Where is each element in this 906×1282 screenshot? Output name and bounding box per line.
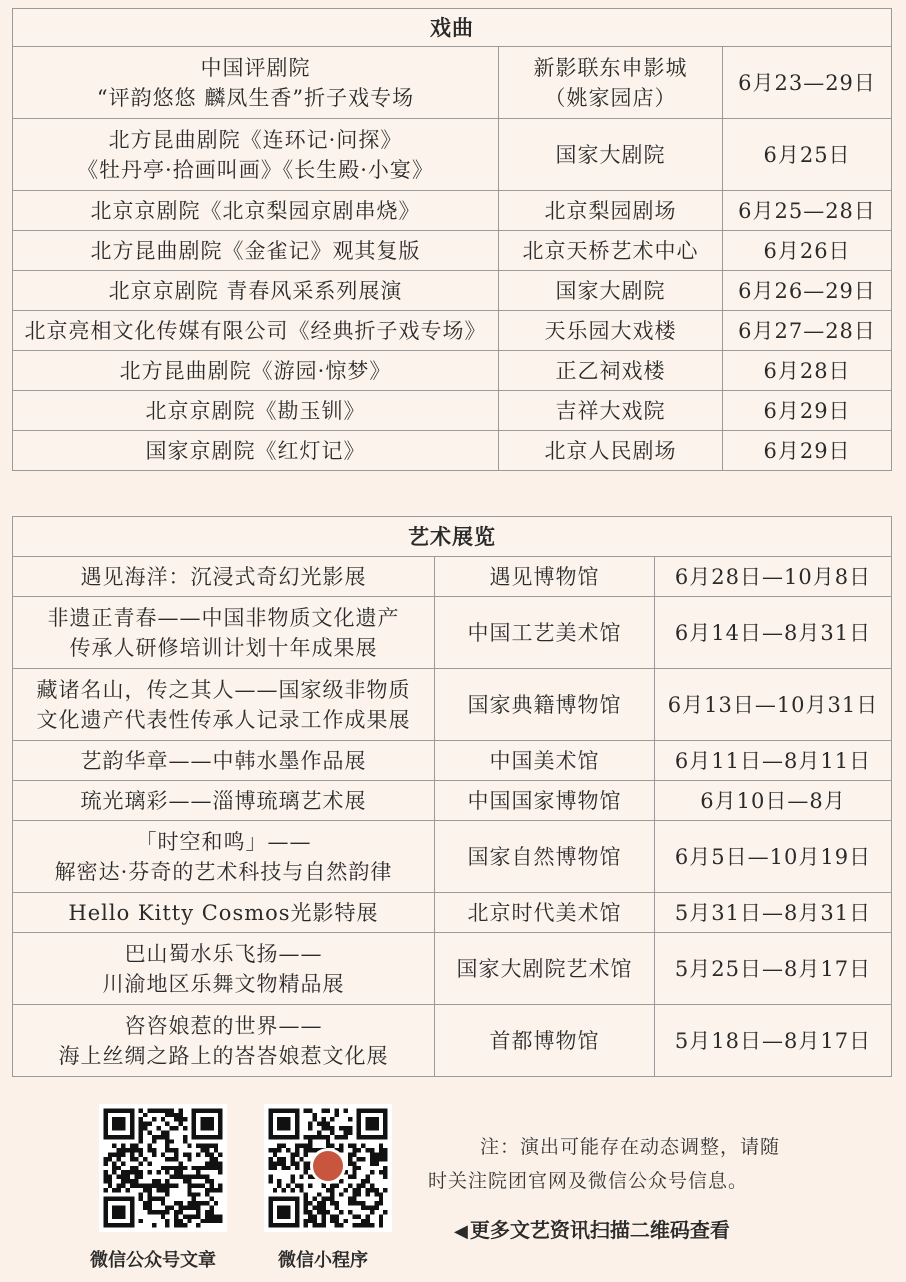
exhibition-venue-cell [435, 821, 655, 893]
opera-title-line: 北方昆曲剧院《金雀记》观其复版 [90, 238, 421, 263]
opera-title-cell [13, 431, 499, 471]
exhibition-title-line: 咨咨娘惹的世界—— [124, 1013, 323, 1038]
opera-venue-line: 国家大剧院 [555, 142, 666, 167]
opera-date-cell: 6月29日 [723, 391, 892, 431]
opera-venue-cell [499, 391, 723, 431]
exhibition-section-title: 艺术展览 [13, 517, 892, 557]
logo-badge-icon [310, 1148, 346, 1184]
opera-venue-line: 新影联东申影城 [533, 55, 688, 80]
opera-title-cell [13, 311, 499, 351]
opera-row [13, 119, 892, 191]
opera-venue-line: 北京天桥艺术中心 [522, 238, 699, 263]
opera-title-line: 北京京剧院《勘玉钏》 [145, 398, 366, 423]
opera-title-cell [13, 47, 499, 119]
opera-title-line: 北京京剧院 青春风采系列展演 [108, 278, 403, 303]
exhibition-date-cell: 6月5日—10月19日 [655, 821, 892, 893]
opera-date-cell: 6月26—29日 [723, 271, 892, 311]
opera-title-line: 北方昆曲剧院《游园·惊梦》 [119, 358, 392, 383]
opera-title-cell [13, 351, 499, 391]
opera-date-cell: 6月25日 [723, 119, 892, 191]
opera-date-cell: 6月26日 [723, 231, 892, 271]
notice-text [428, 1130, 808, 1198]
exhibition-row [13, 933, 892, 1005]
opera-title-line: 国家京剧院《红灯记》 [145, 438, 366, 463]
opera-date-cell: 6月25—28日 [723, 191, 892, 231]
exhibition-schedule-table [12, 516, 892, 1077]
exhibition-row [13, 557, 892, 597]
opera-venue-line: 吉祥大戏院 [555, 398, 666, 423]
exhibition-title-line: 艺韵华章——中韩水墨作品展 [80, 748, 367, 773]
opera-title-cell [13, 119, 499, 191]
exhibition-date-cell: 6月13日—10月31日 [655, 669, 892, 741]
opera-title-cell [13, 271, 499, 311]
exhibition-venue-cell [435, 669, 655, 741]
exhibition-title-line: 藏诸名山，传之其人——国家级非物质 [36, 677, 411, 702]
notice-line-2: 时关注院团官网及微信公众号信息。 [428, 1170, 749, 1192]
opera-venue-cell [499, 311, 723, 351]
exhibition-date-cell: 6月10日—8月 [655, 781, 892, 821]
opera-row [13, 271, 892, 311]
exhibition-date-cell: 5月18日—8月17日 [655, 1005, 892, 1077]
exhibition-row [13, 741, 892, 781]
exhibition-title-line: 传承人研修培训计划十年成果展 [69, 635, 378, 660]
exhibition-title-line: 非遗正青春——中国非物质文化遗产 [47, 605, 400, 630]
exhibition-venue-line: 中国美术馆 [489, 748, 600, 773]
exhibition-title-cell [13, 741, 435, 781]
exhibition-venue-line: 国家自然博物馆 [467, 844, 622, 869]
more-info-hint [454, 1214, 730, 1243]
opera-section-title: 戏曲 [13, 9, 892, 47]
exhibition-venue-line: 首都博物馆 [489, 1028, 600, 1053]
exhibition-title-line: 海上丝绸之路上的峇峇娘惹文化展 [58, 1043, 389, 1068]
exhibition-title-cell [13, 597, 435, 669]
qr-caption-article: 微信公众号文章 [90, 1250, 216, 1271]
opera-row [13, 191, 892, 231]
opera-row [13, 47, 892, 119]
exhibition-venue-cell [435, 933, 655, 1005]
exhibition-venue-line: 国家典籍博物馆 [467, 692, 622, 717]
opera-title-cell [13, 231, 499, 271]
opera-title-line: 北京亮相文化传媒有限公司《经典折子戏专场》 [24, 318, 487, 343]
exhibition-title-cell [13, 669, 435, 741]
exhibition-title-cell [13, 781, 435, 821]
exhibition-title-cell [13, 1005, 435, 1077]
exhibition-title-cell [13, 933, 435, 1005]
opera-schedule-table [12, 8, 892, 471]
opera-title-cell [13, 191, 499, 231]
exhibition-row [13, 597, 892, 669]
opera-venue-line: （姚家园店） [544, 85, 677, 110]
exhibition-venue-line: 北京时代美术馆 [467, 900, 622, 925]
exhibition-venue-line: 国家大剧院艺术馆 [456, 956, 633, 981]
opera-title-line: 北方昆曲剧院《连环记·问探》 [108, 127, 403, 152]
exhibition-date-cell: 5月25日—8月17日 [655, 933, 892, 1005]
notice-line-1: 注：演出可能存在动态调整，请随 [480, 1136, 781, 1158]
opera-row [13, 231, 892, 271]
opera-venue-cell [499, 231, 723, 271]
exhibition-date-cell: 6月28日—10月8日 [655, 557, 892, 597]
exhibition-title-cell [13, 893, 435, 933]
exhibition-row [13, 669, 892, 741]
opera-title-cell [13, 391, 499, 431]
exhibition-venue-cell [435, 597, 655, 669]
opera-title-line: 中国评剧院 [200, 55, 311, 80]
exhibition-row [13, 893, 892, 933]
opera-venue-line: 北京人民剧场 [544, 438, 677, 463]
exhibition-date-cell: 6月11日—8月11日 [655, 741, 892, 781]
exhibition-title-line: 琉光璃彩——淄博琉璃艺术展 [80, 788, 367, 813]
opera-venue-cell [499, 119, 723, 191]
exhibition-title-line: 遇见海洋：沉浸式奇幻光影展 [80, 564, 367, 589]
opera-date-cell: 6月29日 [723, 431, 892, 471]
exhibition-venue-cell [435, 781, 655, 821]
opera-venue-cell [499, 271, 723, 311]
opera-title-line: 北京京剧院《北京梨园京剧串烧》 [90, 198, 421, 223]
opera-title-line: 《牡丹亭·拾画叫画》《长生殿·小宴》 [77, 157, 434, 182]
exhibition-title-line: 巴山蜀水乐飞扬—— [124, 941, 323, 966]
exhibition-venue-cell [435, 893, 655, 933]
opera-row [13, 431, 892, 471]
exhibition-title-line: Hello Kitty Cosmos光影特展 [68, 900, 379, 925]
exhibition-title-line: 文化遗产代表性传承人记录工作成果展 [36, 707, 411, 732]
exhibition-title-line: 「时空和鸣」—— [135, 829, 312, 854]
left-arrow-icon: ◀ [454, 1221, 468, 1242]
more-info-text: 更多文艺资讯扫描二维码查看 [469, 1218, 730, 1242]
opera-date-cell: 6月27—28日 [723, 311, 892, 351]
exhibition-date-cell: 5月31日—8月31日 [655, 893, 892, 933]
opera-venue-line: 国家大剧院 [555, 278, 666, 303]
opera-row [13, 391, 892, 431]
opera-venue-cell [499, 47, 723, 119]
qr-caption-mini-program: 微信小程序 [278, 1250, 368, 1271]
opera-date-cell: 6月23—29日 [723, 47, 892, 119]
opera-venue-cell [499, 191, 723, 231]
exhibition-title-line: 解密达·芬奇的艺术科技与自然韵律 [54, 859, 393, 884]
opera-date-cell: 6月28日 [723, 351, 892, 391]
opera-venue-line: 天乐园大戏楼 [544, 318, 677, 343]
exhibition-venue-line: 中国工艺美术馆 [467, 620, 622, 645]
wechat-article-qr-code-icon[interactable] [99, 1104, 227, 1232]
exhibition-venue-line: 遇见博物馆 [489, 564, 600, 589]
opera-venue-line: 北京梨园剧场 [544, 198, 677, 223]
exhibition-title-line: 川渝地区乐舞文物精品展 [102, 971, 345, 996]
exhibition-venue-cell [435, 557, 655, 597]
exhibition-title-cell [13, 821, 435, 893]
exhibition-row [13, 821, 892, 893]
opera-row [13, 311, 892, 351]
exhibition-row [13, 1005, 892, 1077]
exhibition-venue-line: 中国国家博物馆 [467, 788, 622, 813]
exhibition-venue-cell [435, 1005, 655, 1077]
opera-title-line: “评韵悠悠 麟凤生香”折子戏专场 [96, 85, 415, 110]
exhibition-date-cell: 6月14日—8月31日 [655, 597, 892, 669]
exhibition-row [13, 781, 892, 821]
opera-row [13, 351, 892, 391]
opera-venue-line: 正乙祠戏楼 [555, 358, 666, 383]
exhibition-title-cell [13, 557, 435, 597]
opera-venue-cell [499, 351, 723, 391]
opera-venue-cell [499, 431, 723, 471]
exhibition-venue-cell [435, 741, 655, 781]
